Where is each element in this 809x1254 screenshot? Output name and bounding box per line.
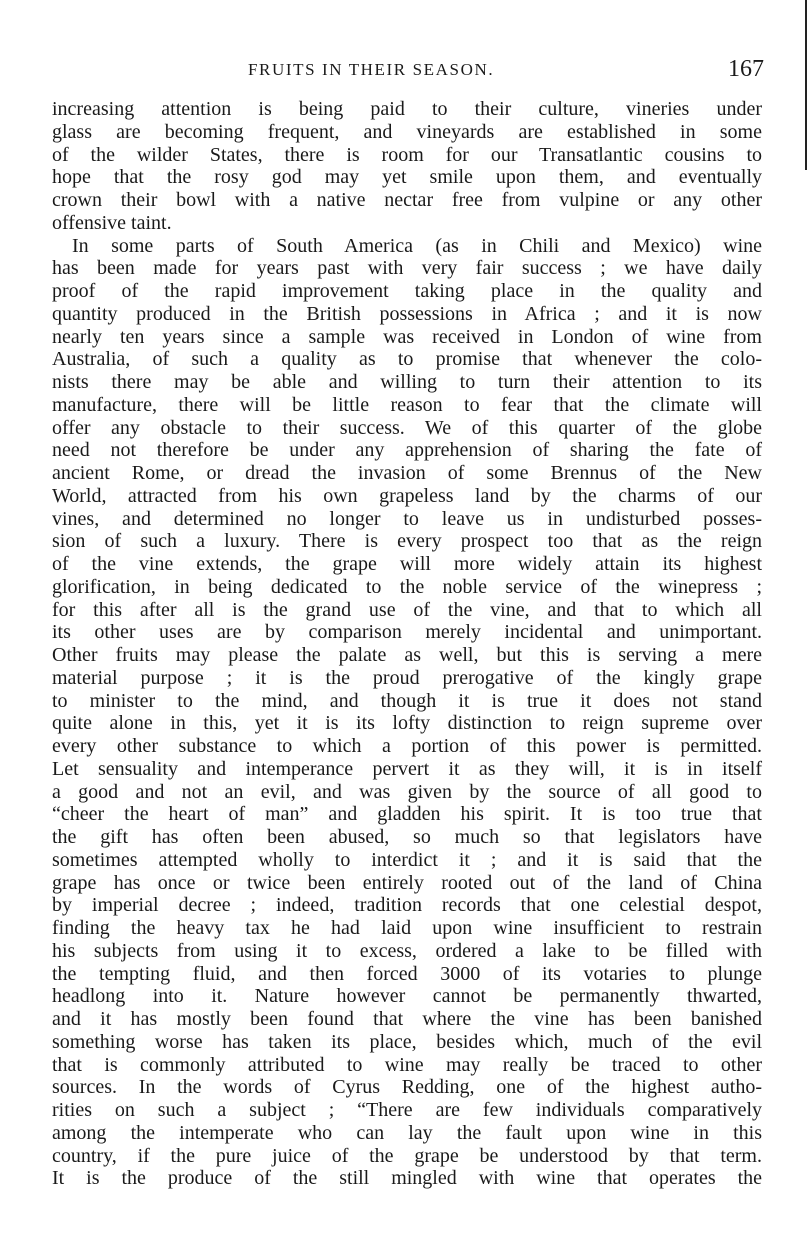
text-line: “cheer the heart of man” and gladden his spirit. It is too true that [52, 803, 762, 826]
text-line: manufacture, there will be little reason to fear that the climate will [52, 393, 762, 416]
text-line: for this after all is the grand use of the vine, and that to which all [52, 598, 762, 621]
text-line: and it has mostly been found that where the vine has been banished [52, 1008, 762, 1030]
running-title: FRUITS IN THEIR SEASON. [248, 60, 495, 79]
text-line: Australia, of such a quality as to promise that whenever the colo- [52, 348, 762, 371]
text-line: by imperial decree ; indeed, tradition records that one celestial despot, [52, 894, 762, 917]
text-line: nearly ten years since a sample was received in London of wine from [52, 325, 762, 348]
text-line: rities on such a subject ; “There are few individuals comparatively [52, 1099, 762, 1121]
text-line: sion of such a luxury. There is every prospect too that as the reign [52, 530, 762, 553]
text-line: a good and not an evil, and was given by the source of all good to [52, 780, 762, 803]
page-number: 167 [728, 56, 764, 82]
text-line: It is the produce of the still mingled with wine that operates the [52, 1167, 762, 1190]
text-line: headlong into it. Nature however cannot be permanently thwarted, [52, 985, 762, 1008]
text-line: World, attracted from his own grapeless land by the charms of our [52, 484, 762, 507]
text-line: that is commonly attributed to wine may really be traced to other [52, 1053, 762, 1076]
text-line: of the wilder States, there is room for our Transatlantic cousins to [52, 143, 762, 166]
text-line: glass are becoming frequent, and vineyards are established in some [52, 120, 762, 143]
text-line: its other uses are by comparison merely incidental and unimportant. [52, 621, 762, 644]
text-line: nists there may be able and willing to turn their attention to its [52, 371, 762, 393]
text-line: crown their bowl with a native nectar free from vulpine or any other [52, 189, 762, 211]
text-line: vines, and determined no longer to leave us in undisturbed posses- [52, 507, 762, 530]
page-edge-rule [805, 0, 807, 170]
text-line: Other fruits may please the palate as well, but this is serving a mere [52, 644, 762, 666]
text-line: sometimes attempted wholly to interdict it ; and it is said that the [52, 848, 762, 871]
text-line: Let sensuality and intemperance pervert it as they will, it is in itself [52, 757, 762, 780]
text-line: something worse has taken its place, besides which, much of the evil [52, 1030, 762, 1053]
text-line: proof of the rapid improvement taking place in the quality and [52, 280, 762, 302]
text-line: In some parts of South America (as in Chili and Mexico) wine [72, 234, 762, 257]
text-line: quite alone in this, yet it is its lofty distinction to reign supreme over [52, 712, 762, 735]
text-line: sources. In the words of Cyrus Redding, one of the highest autho- [52, 1076, 762, 1099]
text-line: increasing attention is being paid to their culture, vineries under [52, 98, 762, 120]
text-line: the gift has often been abused, so much so that legislators have [52, 826, 762, 848]
text-line: his subjects from using it to excess, ordered a lake to be filled with [52, 939, 762, 962]
text-line: of the vine extends, the grape will more widely attain its highest [52, 553, 762, 575]
text-line: to minister to the mind, and though it is true it does not stand [52, 689, 762, 712]
text-line: ancient Rome, or dread the invasion of some Brennus of the New [52, 462, 762, 484]
text-line: quantity produced in the British possessions in Africa ; and it is now [52, 302, 762, 325]
text-line: has been made for years past with very fair success ; we have daily [52, 257, 762, 280]
text-line: finding the heavy tax he had laid upon wine insufficient to restrain [52, 917, 762, 939]
text-line: glorification, in being dedicated to the noble service of the winepress ; [52, 575, 762, 598]
text-line: offensive taint. [52, 211, 172, 234]
text-line: every other substance to which a portion of this power is permitted. [52, 735, 762, 757]
running-head [48, 56, 764, 84]
text-line: need not therefore be under any apprehension of sharing the fate of [52, 439, 762, 462]
text-line: country, if the pure juice of the grape be understood by that term. [52, 1144, 762, 1167]
text-line: offer any obstacle to their success. We of this quarter of the globe [52, 416, 762, 439]
text-line: material purpose ; it is the proud prerogative of the kingly grape [52, 666, 762, 689]
body-text [52, 98, 762, 1190]
text-line: among the intemperate who can lay the fault upon wine in this [52, 1121, 762, 1144]
text-line: hope that the rosy god may yet smile upon them, and eventually [52, 166, 762, 189]
text-line: the tempting fluid, and then forced 3000 of its votaries to plunge [52, 962, 762, 985]
text-line: grape has once or twice been entirely rooted out of the land of China [52, 871, 762, 894]
